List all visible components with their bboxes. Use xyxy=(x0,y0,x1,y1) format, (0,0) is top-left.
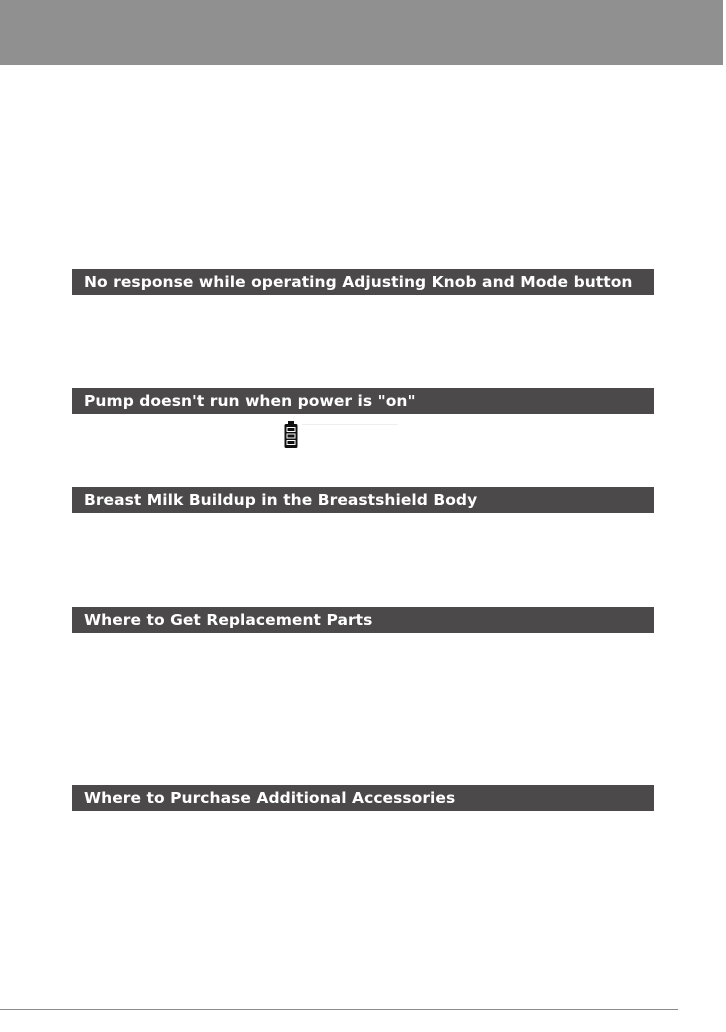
battery-full-icon xyxy=(284,421,298,449)
divider xyxy=(302,424,398,425)
section-title: No response while operating Adjusting Knob and Mode button xyxy=(84,273,633,291)
footer-rule xyxy=(0,1009,678,1010)
section-title: Pump doesn't run when power is "on" xyxy=(84,392,416,410)
section-title: Where to Purchase Additional Accessories xyxy=(84,789,456,807)
header-band xyxy=(0,0,723,65)
section-header-no-response xyxy=(72,269,654,295)
section-title: Breast Milk Buildup in the Breastshield Body xyxy=(84,491,478,509)
section-title: Where to Get Replacement Parts xyxy=(84,611,373,629)
section-header-pump-doesnt-run xyxy=(72,388,654,414)
section-header-replacement-parts xyxy=(72,607,654,633)
section-header-accessories xyxy=(72,785,654,811)
section-header-milk-buildup xyxy=(72,487,654,513)
